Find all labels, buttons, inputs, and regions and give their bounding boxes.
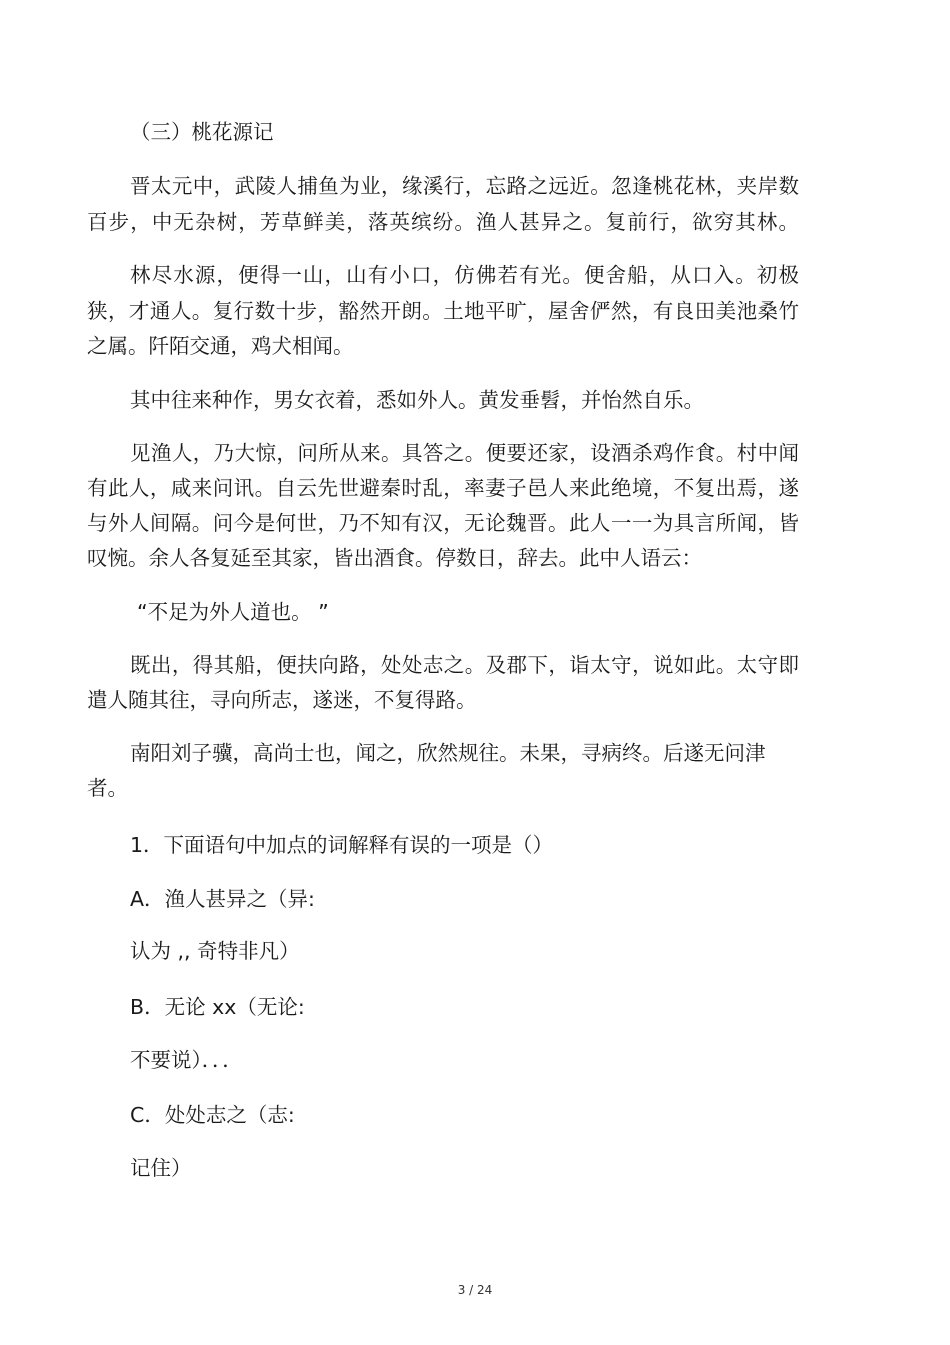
paragraph-4-cont-1: [87, 476, 799, 500]
paragraph-2-line-2: 狭，才通人。复行数十步，豁然开朗。土地平旷，屋舍俨然，有良田美池桑竹: [87, 299, 799, 323]
paragraph-4-line-1: 见渔人，乃大惊，问所从来。具答之。便要还家，设酒杀鸡作食。村中闻: [130, 441, 799, 465]
page-number: 3 / 24: [457, 1283, 493, 1297]
paragraph-6: [87, 653, 799, 677]
paragraph-1: [87, 174, 799, 198]
option-c-line-1: C．处处志之（志:: [130, 1103, 295, 1127]
paragraph-4-cont-2: [87, 511, 799, 535]
paragraph-2-line-1: 林尽水源，便得一山，山有小口，仿佛若有光。便舍船，从口入。初极: [130, 263, 799, 287]
option-a-line-1: A．渔人甚异之（异:: [130, 887, 315, 911]
paragraph-1-line-2: 百步，中无杂树，芳草鲜美，落英缤纷。渔人甚异之。复前行，欲穷其林。: [87, 210, 799, 234]
option-c-line-2: 记住）: [130, 1156, 192, 1180]
option-b-line-1: B．无论 xx（无论:: [130, 995, 305, 1019]
paragraph-1-cont: [87, 210, 799, 234]
quote-line: “不足为外人道也。 ”: [137, 600, 329, 624]
option-b-line-2: 不要说）．．．: [130, 1048, 243, 1072]
paragraph-1-line-1: 晋太元中，武陵人捕鱼为业，缘溪行，忘路之远近。忽逢桃花林，夹岸数: [130, 174, 799, 198]
section-title: （三）桃花源记: [130, 120, 274, 144]
paragraph-2-line-3: 之属。阡陌交通，鸡犬相闻。: [87, 334, 354, 358]
question-stem: 1．下面语句中加点的词解释有误的一项是（）: [130, 833, 554, 857]
paragraph-2: [87, 263, 799, 287]
paragraph-3-line-1: 其中往来种作，男女衣着，悉如外人。黄发垂髫，并怡然自乐。: [130, 388, 704, 412]
paragraph-4-line-4: 叹惋。余人各复延至其家，皆出酒食。停数日，辞去。此中人语云：: [87, 546, 702, 570]
paragraph-2-cont: [87, 299, 799, 323]
paragraph-7-line-1: 南阳刘子骥，高尚士也，闻之，欣然规往。未果，寻病终。后遂无问津: [130, 741, 766, 765]
paragraph-7-line-2: 者。: [87, 776, 128, 800]
paragraph-4-line-2: 有此人，咸来问讯。自云先世避秦时乱，率妻子邑人来此绝境，不复出焉，遂: [87, 476, 799, 500]
option-a-line-2: 认为 ,, 奇特非凡）: [130, 939, 300, 963]
paragraph-6-line-1: 既出，得其船，便扶向路，处处志之。及郡下，诣太守，说如此。太守即: [130, 653, 799, 677]
paragraph-4-line-3: 与外人间隔。问今是何世，乃不知有汉，无论魏晋。此人一一为具言所闻，皆: [87, 511, 799, 535]
paragraph-6-line-2: 遣人随其往，寻向所志，遂迷，不复得路。: [87, 688, 477, 712]
paragraph-4: [87, 441, 799, 465]
